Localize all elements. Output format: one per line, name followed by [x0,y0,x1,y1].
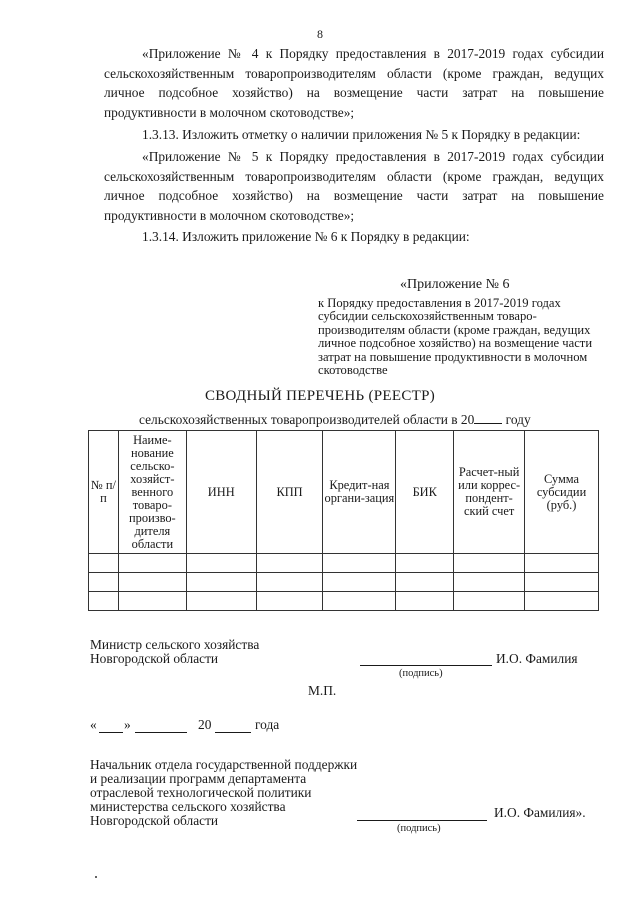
table-cell [118,573,186,592]
table-cell [454,592,525,611]
table-cell [118,592,186,611]
table-cell [525,554,599,573]
date-year-prefix: 20 [198,717,212,732]
paragraph-appendix-5: «Приложение № 5 к Порядку предоставления в 2017-2019 годах субсидии сельскохозяйственным товаропроизводителям области (кроме граждан, ведущих личное подсобное хозяйство) на возмещение части затрат на повышение продуктивности в молочном скотоводстве»; [104,149,604,223]
column-header: Сумма субсидии (руб.) [525,431,599,554]
register-subtitle [139,411,531,428]
table-header-row [89,431,599,554]
table-row [89,573,599,592]
paragraph-1-3-14: 1.3.14. Изложить приложение № 6 к Порядку в редакции: [142,229,470,244]
table-cell [256,554,323,573]
date-close-quote: » [124,717,131,732]
table-row [89,554,599,573]
table-cell [454,573,525,592]
department-head-name: И.О. Фамилия». [494,805,586,820]
column-header: ИНН [186,431,256,554]
table-cell [186,592,256,611]
minister-name: И.О. Фамилия [496,651,578,666]
table-row [89,592,599,611]
department-head-title: Начальник отдела государственной поддержки и реализации программ департамента отраслевой технологической политики министерства сельского хозяйства Новгородской области [90,757,358,828]
signature-label-1: (подпись) [399,668,443,679]
register-table [88,430,599,611]
date-year-word: года [255,717,280,732]
table-cell [256,592,323,611]
table-cell [89,554,119,573]
page-number: 8 [317,27,323,41]
date-open-quote: « [90,717,97,732]
signature-label-2: (подпись) [397,823,441,834]
table-cell [256,573,323,592]
column-header: № п/п [89,431,119,554]
table-cell [89,573,119,592]
table-cell [396,573,454,592]
register-subtitle-year: году [502,412,531,427]
register-title: СВОДНЫЙ ПЕРЕЧЕНЬ (РЕЕСТР) [204,388,436,404]
month-blank [135,731,187,733]
column-header: Расчет-ный или коррес-пондент-ский счет [454,431,525,554]
table-cell [186,554,256,573]
table-cell [525,592,599,611]
table-cell [454,554,525,573]
table-cell [89,592,119,611]
table-cell [118,554,186,573]
paragraph-1-3-13: 1.3.13. Изложить отметку о наличии приложения № 5 к Порядку в редакции: [142,127,581,142]
signature-line-1 [360,664,492,666]
appendix-heading: «Приложение № 6 [400,277,510,292]
table-cell [396,554,454,573]
year-blank [474,411,502,424]
column-header: БИК [396,431,454,554]
table-cell [186,573,256,592]
table-cell [323,573,396,592]
minister-title: Министр сельского хозяйства Новгородской области [90,637,260,666]
table-cell [525,573,599,592]
paragraph-appendix-4: «Приложение № 4 к Порядку предоставления в 2017-2019 годах субсидии сельскохозяйственным товаропроизводителям области (кроме граждан, ведущих личное подсобное хозяйство) на возмещение части затрат на повышение продуктивности в молочном скотоводстве»; [104,46,604,120]
day-blank [99,731,123,733]
column-header: Кредит-ная органи-зация [323,431,396,554]
signature-line-2 [357,819,487,821]
register-subtitle-text: сельскохозяйственных товаропроизводителей области в 20 [139,412,475,427]
column-header: Наиме-нование сельско-хозяйст-венного товаро-произво-дителя области [118,431,186,554]
column-header: КПП [256,431,323,554]
stamp-label: М.П. [308,683,337,698]
table-cell [323,554,396,573]
year-suffix-blank [215,731,251,733]
appendix-body: к Порядку предоставления в 2017-2019 годах субсидии сельскохозяйственным товаро-производителям области (кроме граждан, ведущих личное подсобное хозяйство) на возмещение части затрат на повышение продуктивности в молочном скотоводстве [318,296,593,378]
scan-speck [95,876,97,878]
table-cell [323,592,396,611]
table-cell [396,592,454,611]
